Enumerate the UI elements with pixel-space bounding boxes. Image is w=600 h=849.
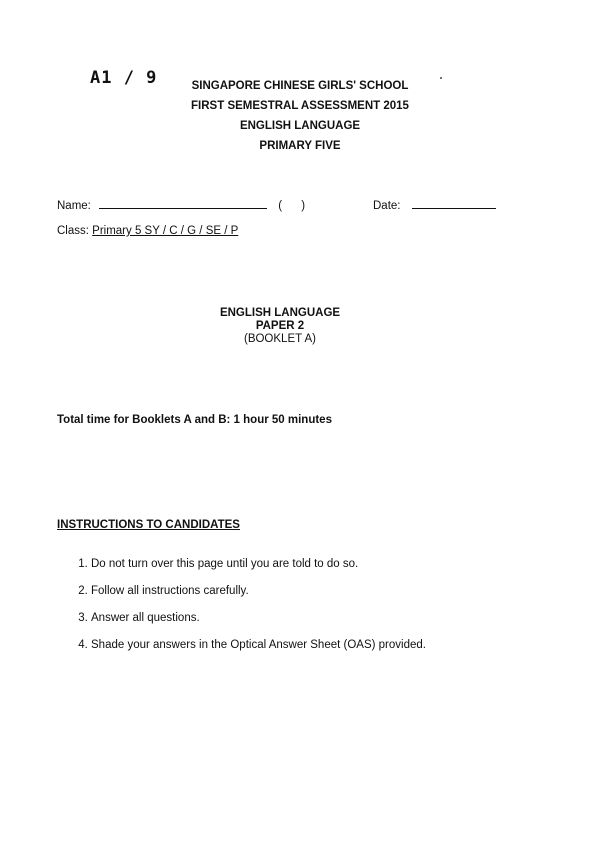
level-title: PRIMARY FIVE — [259, 140, 341, 152]
total-time: Total time for Booklets A and B: 1 hour 50 minutes — [57, 414, 332, 426]
name-label: Name: — [57, 200, 91, 212]
paper-number: PAPER 2 — [255, 320, 305, 332]
page-label: A1 / 9 — [90, 68, 158, 88]
class-label: Class: — [57, 225, 89, 237]
date-label: Date: — [373, 200, 401, 212]
instruction-item: 4. Shade your answers in the Optical Answer Sheet (OAS) provided. — [91, 639, 571, 666]
assessment-title: FIRST SEMESTRAL ASSESSMENT 2015 — [191, 100, 409, 112]
class-options: Primary 5 SY / C / G / SE / P — [92, 225, 239, 237]
instruction-item: 3. Answer all questions. — [91, 612, 571, 639]
document-header — [0, 76, 600, 156]
instructions-list — [57, 558, 571, 666]
date-blank[interactable] — [412, 198, 496, 209]
class-field — [57, 225, 238, 237]
booklet-label: (BOOKLET A) — [243, 333, 316, 345]
date-field — [373, 198, 496, 212]
instruction-item: 1. Do not turn over this page until you are told to do so. — [91, 558, 571, 585]
school-name: SINGAPORE CHINESE GIRLS' SCHOOL — [191, 80, 409, 92]
paper-subject: ENGLISH LANGUAGE — [219, 307, 341, 319]
instruction-item: 2. Follow all instructions carefully. — [91, 585, 571, 612]
instructions-title: INSTRUCTIONS TO CANDIDATES — [57, 519, 240, 531]
paper-info — [0, 307, 560, 346]
name-field — [57, 198, 305, 212]
name-blank[interactable] — [99, 198, 267, 209]
subject-title: ENGLISH LANGUAGE — [239, 120, 361, 132]
register-number-brackets: ( ) — [278, 200, 306, 212]
